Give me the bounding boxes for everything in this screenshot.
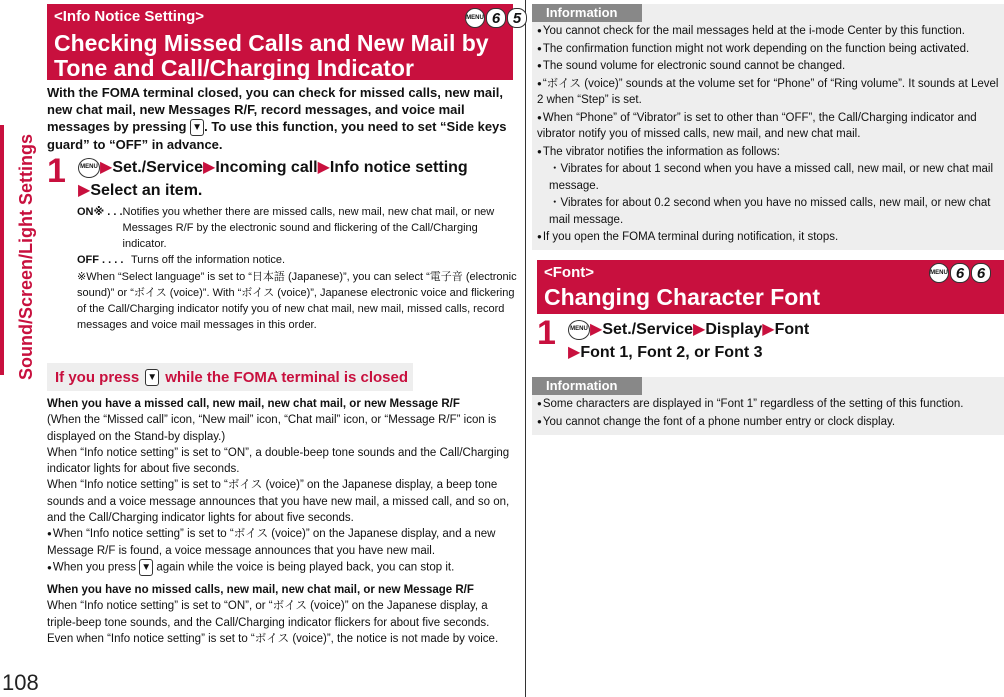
none-paragraph-1: When “Info notice setting” is set to “ON”, or “ボイス (voice)” on the Japanese display, a triple-beep tone sounds, and the Call/Charging indicator flickers for about five seconds. — [47, 600, 490, 629]
section1-lead: With the FOMA terminal closed, you can check for missed calls, new mail, new chat mail, new Messages R/F, record messages, and voice mail messages by pressing ▼ . To use this function, you need to set “Side keys guard” to “OFF” in advance. — [47, 85, 507, 153]
info1-subitem: ・Vibrates for about 0.2 second when you have no missed calls, new mail, or new chat mail message. — [549, 197, 991, 226]
section1-tag: <Info Notice Setting> — [54, 8, 205, 25]
info2-item: ● Some characters are displayed in “Font 1” regardless of the setting of this function. — [537, 396, 1002, 413]
option-off: OFF . . . . Turns off the information notice. — [77, 254, 286, 266]
section1-banner — [47, 4, 522, 81]
menu-button-icon: MENU — [78, 158, 100, 178]
missed-heading: When you have a missed call, new mail, new chat mail, or new Message R/F — [47, 398, 460, 410]
option-on: ON※ . . . Notifies you whether there are missed calls, new mail, new chat mail, or new Messages R/F by the electronic sound and flickering of the Call/Charging indicator. — [77, 206, 495, 250]
none-heading: When you have no missed calls, new mail, new chat mail, or new Message R/F — [47, 583, 474, 596]
section-title-vertical: Sound/Screen/Light Settings — [16, 133, 36, 380]
section1-menu-shortcut — [465, 8, 527, 28]
info2-item: ● You cannot change the font of a phone number entry or clock display. — [537, 414, 1002, 431]
key-6-icon: 6 — [971, 263, 991, 283]
info-label-2: Information — [532, 377, 642, 395]
missed-paragraph-2: When “Info notice setting” is set to “ON”, a double-beep tone sounds and the Call/Charging indicator lights for about five seconds. — [47, 446, 510, 476]
section2-menu-shortcut — [929, 263, 991, 283]
page-number: 108 — [2, 670, 39, 695]
info1-item: ● You cannot check for the mail messages held at the i-mode Center by this function. — [537, 23, 1002, 40]
key-6-icon: 6 — [950, 263, 970, 283]
press-down-subheading: If you press ▼ while the FOMA terminal is closed — [47, 363, 413, 391]
section2-step-text: MENU ▶Set./Service▶Display▶Font ▶Font 1, Font 2, or Font 3 — [568, 321, 810, 361]
arrow-icon: ▶ — [78, 182, 91, 199]
language-note: ※When “Select language” is set to “日本語 (Japanese)”, you can select “電子音 (electronic sound)” or “ボイス (voice)”. With “ボイス (voice)”, Japanese electronic voice and flickering of the Call/Charging indicator notify you of new chat mail, new mail, missed calls, record messages and voice mail messages in this order. — [77, 271, 517, 331]
section2-step-number: 1 — [537, 314, 556, 352]
info1-item: ● If you open the FOMA terminal during notification, it stops. — [537, 229, 1002, 246]
down-key-icon: ▼ — [145, 369, 159, 386]
info1-item: ● The confirmation function might not work depending on the function being activated. — [537, 41, 1002, 58]
info1-item: ● “ボイス (voice)” sounds at the volume set for “Phone” of “Ring volume”. It sounds at Level 2 when “Step” is set. — [537, 76, 1002, 109]
section1-step-number: 1 — [47, 152, 66, 190]
section1-step-text: MENU ▶Set./Service▶Incoming call▶Info notice setting ▶Select an item. — [78, 159, 468, 199]
info1-item: ● The sound volume for electronic sound cannot be changed. — [537, 58, 1002, 75]
arrow-icon: ▶ — [317, 159, 330, 176]
info-list-1 — [537, 23, 1002, 247]
info-label-1: Information — [532, 4, 642, 22]
column-divider — [525, 0, 526, 697]
key-6-icon: 6 — [486, 8, 506, 28]
section2-tag: <Font> — [544, 264, 595, 281]
section-marker-bar — [0, 125, 4, 375]
sidebar — [0, 0, 39, 697]
down-key-icon: ▼ — [139, 559, 153, 576]
arrow-icon: ▶ — [100, 159, 113, 176]
section2-title: Changing Character Font — [544, 284, 821, 310]
missed-bullet-1: ● When “Info notice setting” is set to “ボイス (voice)” on the Japanese display, and a new Message R/F is found, a voice message announces that you have new mail. — [47, 526, 517, 559]
arrow-icon: ▶ — [762, 321, 775, 338]
section2-banner — [537, 260, 1004, 314]
none-paragraph-2: Even when “Info notice setting” is set to “ボイス (voice)”, the notice is not made by voice. — [47, 632, 499, 645]
down-key-icon: ▼ — [190, 119, 204, 136]
info1-subitem: ・Vibrates for about 1 second when you have a missed call, new mail, or new chat mail message. — [549, 163, 994, 192]
info1-item: ● The vibrator notifies the information as follows: — [537, 144, 1002, 161]
arrow-icon: ▶ — [693, 321, 706, 338]
info-list-2 — [537, 396, 1002, 431]
section1-title: Checking Missed Calls and New Mail by Tone and Call/Charging Indicator — [54, 30, 489, 81]
missed-paragraph-3: When “Info notice setting” is set to “ボイス (voice)” on the Japanese display, a beep tone sounds and a voice message announces that you have new mail, a missed call, and so on, and the Call/Charging indicator lights for about five seconds. — [47, 479, 510, 525]
info1-item: ● When “Phone” of “Vibrator” is set to other than “OFF”, the Call/Charging indicator and vibrator notify you of missed calls, new mail, and new chat mail. — [537, 110, 1002, 143]
missed-paragraph-1: (When the “Missed call” icon, “New mail” icon, “Chat mail” icon, or “Message R/F” icon is displayed on the Stand-by display.) — [47, 414, 497, 443]
options-list — [77, 204, 517, 268]
menu-key-icon: MENU — [465, 8, 485, 28]
missed-bullet-2: ● When you press ▼ again while the voice is being played back, you can stop it. — [47, 559, 517, 576]
key-5-icon: 5 — [507, 8, 527, 28]
arrow-icon: ▶ — [203, 159, 216, 176]
menu-key-icon: MENU — [929, 263, 949, 283]
section1-body — [47, 396, 517, 647]
arrow-icon: ▶ — [590, 321, 603, 338]
menu-button-icon: MENU — [568, 320, 590, 340]
arrow-icon: ▶ — [568, 344, 581, 361]
